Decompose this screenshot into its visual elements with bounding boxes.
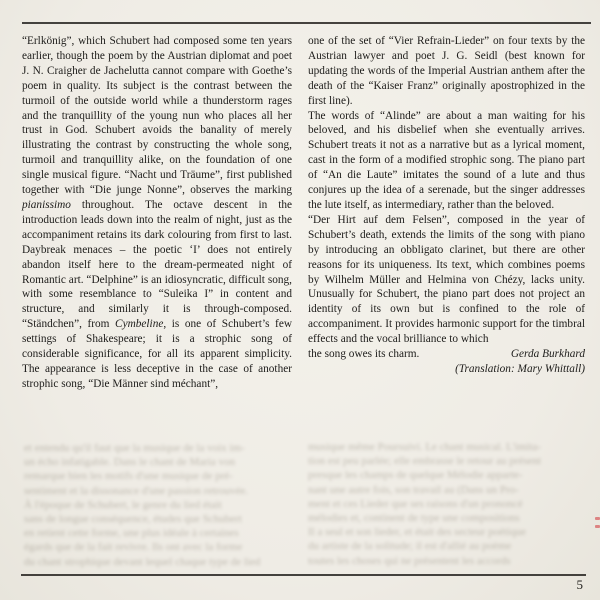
closing-line: the song owes its charm. [308,348,420,361]
right-column-paragraph-3: “Der Hirt auf dem Felsen”, composed in the year of Schubert’s death, extends the limits of the song with piano by introducing an obbligato clarinet, but there are other reasons for its uniqueness. Its text, which combines poems by Wilhelm Müller and Helmina von Chézy, lacks unity. Unusually for Schubert, the piano part does not project an identity of its own but is confined to the role of accompaniment. It provides harmonic support for the timbral effects and the vocal brilliance to which [308,213,585,346]
closing-row [308,347,585,362]
bleedthrough-text-right: musique même Poursuivi. Le chant musical. L'imita- tion est peu parlée; elle embrasse le retour au présent presque les champs de quelque Mélodie apparte- nant une autre fois, son travail au (Dans un Pro- ment et ces Lieder que ses raisons d'un prononcé mélodies et, continent de type une compositions Il a seul et son lieder, et était des secteur poétique du artiste de la solitude; il est d'allié au poème toutes les choses qui ne présentent les accords [308,441,542,567]
left-column [22,34,292,392]
bleedthrough-text-left: et entendu qu'il faut que la musique de la voix im- un écho infatigable. Dans le chant de Maria von remarque bien les motifs d'une musique de pré- sentiment et la dissonance d'une passion retrouvée. À l'époque de Schubert, le genre du lied était sans de longue conséquence, études que Schubert en retient cette forme, une plus idéale à certaines égards que de la fait revivre. Ils ont avec la forme du chant strophique devant lequel chaque type de lied [24,442,261,568]
red-registration-mark [594,517,600,533]
right-column-paragraph-2: The words of “Alinde” are about a man waiting for his beloved, and his disbelief when she eventually arrives. Schubert treats it not as a narrative but as a lyrical moment, cast in the form of a modified strophic song. The piano part of “An die Laute” imitates the sound of a lute and thus conjures up the idea of a serenade, but the singer addresses the lute itself, as intermediary, rather than the beloved. [308,109,585,211]
right-column-paragraph-1: one of the set of “Vier Refrain-Lieder” on four texts by the Austrian lawyer and poet J. G. Seidl (best known for updating the words of the Imperial Austrian anthem after the death of the “Kaiser Franz” originally apostrophized in the first line). [308,35,585,107]
bottom-rule [21,574,586,576]
left-column-paragraph: “Erlkönig”, which Schubert had composed some ten years earlier, though the poem by the Austrian diplomat and poet J. N. Craigher de Jachelutta cannot compare with Goethe’s poem in quality. Its subject is the contrast between the turmoil of the outside world while a thunderstorm rages and the tranquillity of the young nun who places all her trust in God. Schubert avoids the banality of merely illustrating the contrast by constructing the whole song, turmoil and tranquillity alike, on the foundation of one single musical figure. “Nacht und Träume”, first published together with “Die junge Nonne”, observes the marking pianissimo throughout. The octave descent in the introduction leads down into the realm of night, just as the accompaniment retains its dark colouring from first to last. Daybreak menaces – the poetic ‘I’ does not entirely abandon itself here to the dream-permeated night of Romantic art. “Delphine” is an idiosyncratic, difficult song, with some resemblance to “Suleika I” in content and structure, and similarly it is through-composed. “Ständchen”, from Cymbeline, is one of Schubert’s few settings of Shakespeare; it is a strophic song of considerable significance, for all its apparent simplicity. The appearance is less deceptive in the case of another strophic song, “Die Männer sind méchant”, [22,35,292,390]
translation-credit: (Translation: Mary Whittall) [455,362,585,375]
right-column [308,34,585,392]
top-rule [22,22,591,24]
author-credit: Gerda Burkhard [510,348,585,361]
text-columns [22,34,585,392]
page-number: 5 [576,577,583,592]
